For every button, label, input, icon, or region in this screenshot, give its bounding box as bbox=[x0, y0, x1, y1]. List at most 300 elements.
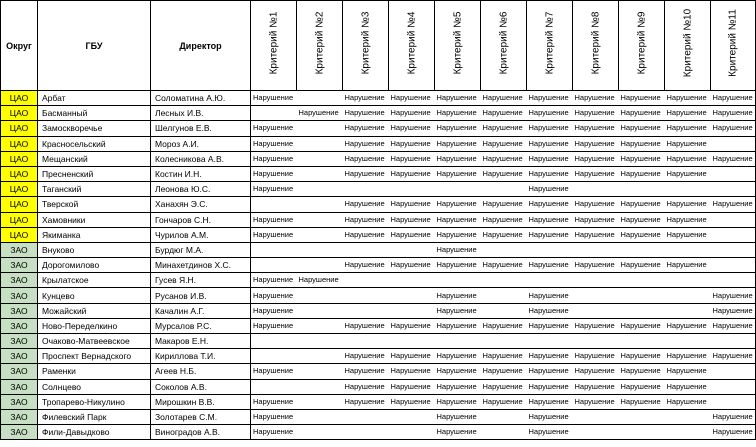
okrug-cell: ЦАО bbox=[1, 182, 38, 197]
gbu-cell: Тверской bbox=[38, 197, 151, 212]
criterion-cell bbox=[343, 334, 389, 349]
table-row bbox=[1, 409, 756, 424]
gbu-cell: Очаково-Матвеевское bbox=[38, 334, 151, 349]
criterion-cell: Нарушение bbox=[251, 166, 297, 181]
gbu-cell: Замоскворечье bbox=[38, 121, 151, 136]
criterion-cell bbox=[665, 425, 711, 440]
criterion-cell: Нарушение bbox=[573, 258, 619, 273]
criterion-cell: Нарушение bbox=[527, 364, 573, 379]
director-cell: Лесных И.В. bbox=[151, 106, 251, 121]
criterion-cell: Нарушение bbox=[481, 106, 527, 121]
header-criterion-label: Критерий №7 bbox=[544, 11, 555, 75]
gbu-cell: Басманный bbox=[38, 106, 151, 121]
criterion-cell: Нарушение bbox=[389, 91, 435, 106]
criterion-cell: Нарушение bbox=[481, 258, 527, 273]
criterion-cell bbox=[297, 212, 343, 227]
criterion-cell: Нарушение bbox=[343, 364, 389, 379]
table-row bbox=[1, 364, 756, 379]
gbu-cell: Таганский bbox=[38, 182, 151, 197]
criterion-cell: Нарушение bbox=[665, 364, 711, 379]
gbu-cell: Красносельский bbox=[38, 136, 151, 151]
criterion-cell: Нарушение bbox=[251, 273, 297, 288]
criterion-cell: Нарушение bbox=[435, 303, 481, 318]
director-cell: Ханахян Э.С. bbox=[151, 197, 251, 212]
okrug-cell: ЗАО bbox=[1, 349, 38, 364]
criterion-cell: Нарушение bbox=[573, 379, 619, 394]
criterion-cell bbox=[481, 288, 527, 303]
criterion-cell: Нарушение bbox=[619, 121, 665, 136]
criterion-cell: Нарушение bbox=[573, 394, 619, 409]
criterion-cell bbox=[251, 379, 297, 394]
criterion-cell: Нарушение bbox=[573, 212, 619, 227]
criterion-cell: Нарушение bbox=[573, 121, 619, 136]
criterion-cell bbox=[297, 364, 343, 379]
criterion-cell: Нарушение bbox=[619, 136, 665, 151]
criterion-cell bbox=[481, 425, 527, 440]
criterion-cell: Нарушение bbox=[711, 303, 756, 318]
criterion-cell: Нарушение bbox=[435, 318, 481, 333]
criterion-cell bbox=[665, 303, 711, 318]
criterion-cell bbox=[343, 409, 389, 424]
table-row bbox=[1, 273, 756, 288]
criterion-cell bbox=[251, 106, 297, 121]
criterion-cell bbox=[297, 182, 343, 197]
criterion-cell: Нарушение bbox=[389, 151, 435, 166]
criterion-cell bbox=[389, 334, 435, 349]
criterion-cell bbox=[711, 379, 756, 394]
criterion-cell: Нарушение bbox=[343, 166, 389, 181]
criterion-cell bbox=[297, 425, 343, 440]
criterion-cell bbox=[297, 258, 343, 273]
criterion-cell bbox=[481, 334, 527, 349]
criterion-cell bbox=[711, 258, 756, 273]
criterion-cell: Нарушение bbox=[665, 151, 711, 166]
okrug-cell: ЗАО bbox=[1, 334, 38, 349]
criterion-cell: Нарушение bbox=[435, 409, 481, 424]
criterion-cell: Нарушение bbox=[481, 394, 527, 409]
gbu-cell: Солнцево bbox=[38, 379, 151, 394]
director-cell: Мороз А.И. bbox=[151, 136, 251, 151]
criterion-cell: Нарушение bbox=[573, 136, 619, 151]
criterion-cell: Нарушение bbox=[481, 364, 527, 379]
okrug-cell: ЦАО bbox=[1, 121, 38, 136]
criterion-cell: Нарушение bbox=[389, 197, 435, 212]
criterion-cell bbox=[527, 273, 573, 288]
header-director: Директор bbox=[151, 1, 251, 91]
criterion-cell: Нарушение bbox=[481, 151, 527, 166]
criterion-cell: Нарушение bbox=[573, 197, 619, 212]
table-row bbox=[1, 303, 756, 318]
criterion-cell: Нарушение bbox=[619, 394, 665, 409]
header-criterion-5 bbox=[435, 1, 481, 91]
criterion-cell: Нарушение bbox=[527, 121, 573, 136]
criterion-cell: Нарушение bbox=[435, 394, 481, 409]
criterion-cell: Нарушение bbox=[711, 409, 756, 424]
criterion-cell: Нарушение bbox=[619, 212, 665, 227]
header-criterion-label: Критерий №1 bbox=[268, 11, 279, 75]
criterion-cell bbox=[297, 409, 343, 424]
criterion-cell bbox=[619, 242, 665, 257]
criterion-cell: Нарушение bbox=[343, 212, 389, 227]
director-cell: Гончаров С.Н. bbox=[151, 212, 251, 227]
criterion-cell: Нарушение bbox=[481, 212, 527, 227]
okrug-cell: ЗАО bbox=[1, 273, 38, 288]
criterion-cell: Нарушение bbox=[389, 258, 435, 273]
criterion-cell: Нарушение bbox=[619, 379, 665, 394]
criterion-cell: Нарушение bbox=[619, 364, 665, 379]
criterion-cell bbox=[389, 288, 435, 303]
criterion-cell bbox=[389, 273, 435, 288]
table-row bbox=[1, 227, 756, 242]
criterion-cell: Нарушение bbox=[573, 166, 619, 181]
criterion-cell: Нарушение bbox=[527, 409, 573, 424]
gbu-cell: Крылатское bbox=[38, 273, 151, 288]
criterion-cell: Нарушение bbox=[251, 425, 297, 440]
criterion-cell bbox=[481, 409, 527, 424]
criterion-cell: Нарушение bbox=[665, 394, 711, 409]
director-cell: Агеев Н.Б. bbox=[151, 364, 251, 379]
criterion-cell: Нарушение bbox=[527, 258, 573, 273]
criterion-cell: Нарушение bbox=[527, 318, 573, 333]
criterion-cell bbox=[619, 182, 665, 197]
table-row bbox=[1, 379, 756, 394]
header-criterion-label: Критерий №10 bbox=[682, 8, 693, 78]
criterion-cell: Нарушение bbox=[251, 318, 297, 333]
criterion-cell: Нарушение bbox=[665, 212, 711, 227]
criterion-cell bbox=[297, 334, 343, 349]
criterion-cell bbox=[711, 334, 756, 349]
gbu-cell: Ново-Переделкино bbox=[38, 318, 151, 333]
okrug-cell: ЦАО bbox=[1, 197, 38, 212]
criterion-cell: Нарушение bbox=[389, 121, 435, 136]
criterion-cell: Нарушение bbox=[435, 212, 481, 227]
criterion-cell: Нарушение bbox=[435, 349, 481, 364]
table-row bbox=[1, 258, 756, 273]
header-criterion-label: Критерий №8 bbox=[590, 11, 601, 75]
criterion-cell: Нарушение bbox=[481, 227, 527, 242]
criterion-cell: Нарушение bbox=[251, 151, 297, 166]
header-criterion-1 bbox=[251, 1, 297, 91]
criterion-cell: Нарушение bbox=[527, 182, 573, 197]
director-cell: Кириллова Т.И. bbox=[151, 349, 251, 364]
criterion-cell: Нарушение bbox=[435, 166, 481, 181]
criterion-cell: Нарушение bbox=[527, 227, 573, 242]
criterion-cell bbox=[481, 273, 527, 288]
criterion-cell: Нарушение bbox=[343, 91, 389, 106]
criterion-cell: Нарушение bbox=[389, 136, 435, 151]
criterion-cell: Нарушение bbox=[297, 273, 343, 288]
criterion-cell bbox=[573, 288, 619, 303]
criterion-cell bbox=[343, 242, 389, 257]
criterion-cell: Нарушение bbox=[527, 379, 573, 394]
header-criterion-10 bbox=[665, 1, 711, 91]
criterion-cell: Нарушение bbox=[481, 197, 527, 212]
table-header bbox=[1, 1, 756, 91]
criterion-cell: Нарушение bbox=[527, 288, 573, 303]
criterion-cell: Нарушение bbox=[343, 258, 389, 273]
table-row bbox=[1, 318, 756, 333]
gbu-cell: Можайский bbox=[38, 303, 151, 318]
criterion-cell: Нарушение bbox=[573, 349, 619, 364]
criterion-cell bbox=[527, 334, 573, 349]
criterion-cell bbox=[665, 288, 711, 303]
criterion-cell bbox=[297, 91, 343, 106]
criterion-cell: Нарушение bbox=[251, 182, 297, 197]
criterion-cell bbox=[297, 151, 343, 166]
criterion-cell bbox=[389, 303, 435, 318]
criterion-cell: Нарушение bbox=[435, 151, 481, 166]
table-row bbox=[1, 349, 756, 364]
criterion-cell: Нарушение bbox=[435, 288, 481, 303]
table-row bbox=[1, 425, 756, 440]
director-cell: Леонова Ю.С. bbox=[151, 182, 251, 197]
criterion-cell: Нарушение bbox=[297, 106, 343, 121]
okrug-cell: ЗАО bbox=[1, 364, 38, 379]
criterion-cell: Нарушение bbox=[251, 136, 297, 151]
criterion-cell bbox=[619, 288, 665, 303]
criterion-cell: Нарушение bbox=[435, 91, 481, 106]
header-gbu: ГБУ bbox=[38, 1, 151, 91]
criterion-cell bbox=[573, 409, 619, 424]
director-cell: Качалин А.Г. bbox=[151, 303, 251, 318]
criterion-cell bbox=[711, 273, 756, 288]
criterion-cell: Нарушение bbox=[573, 151, 619, 166]
criterion-cell: Нарушение bbox=[481, 166, 527, 181]
criterion-cell bbox=[251, 334, 297, 349]
criterion-cell bbox=[297, 303, 343, 318]
gbu-cell: Тропарево-Никулино bbox=[38, 394, 151, 409]
criterion-cell bbox=[527, 242, 573, 257]
director-cell: Колесникова А.В. bbox=[151, 151, 251, 166]
criterion-cell bbox=[619, 425, 665, 440]
gbu-cell: Проспект Вернадского bbox=[38, 349, 151, 364]
criterion-cell: Нарушение bbox=[251, 121, 297, 136]
header-criterion-label: Критерий №5 bbox=[452, 11, 463, 75]
criterion-cell bbox=[251, 258, 297, 273]
header-criterion-7 bbox=[527, 1, 573, 91]
criterion-cell: Нарушение bbox=[435, 121, 481, 136]
gbu-cell: Мещанский bbox=[38, 151, 151, 166]
criterion-cell bbox=[343, 303, 389, 318]
criterion-cell bbox=[297, 394, 343, 409]
criterion-cell: Нарушение bbox=[435, 425, 481, 440]
criterion-cell: Нарушение bbox=[527, 212, 573, 227]
gbu-cell: Внуково bbox=[38, 242, 151, 257]
criterion-cell: Нарушение bbox=[251, 227, 297, 242]
criterion-cell bbox=[619, 303, 665, 318]
criterion-cell: Нарушение bbox=[343, 151, 389, 166]
criterion-cell bbox=[297, 349, 343, 364]
table-row bbox=[1, 394, 756, 409]
criterion-cell bbox=[343, 425, 389, 440]
criterion-cell: Нарушение bbox=[527, 394, 573, 409]
header-criterion-8 bbox=[573, 1, 619, 91]
criterion-cell: Нарушение bbox=[343, 106, 389, 121]
criterion-cell: Нарушение bbox=[711, 106, 756, 121]
table-row bbox=[1, 166, 756, 181]
criterion-cell bbox=[297, 166, 343, 181]
director-cell: Виноградов А.В. bbox=[151, 425, 251, 440]
criterion-cell: Нарушение bbox=[389, 364, 435, 379]
table-row bbox=[1, 182, 756, 197]
gbu-cell: Якиманка bbox=[38, 227, 151, 242]
criterion-cell: Нарушение bbox=[619, 91, 665, 106]
director-cell: Бурдюг М.А. bbox=[151, 242, 251, 257]
criterion-cell: Нарушение bbox=[343, 379, 389, 394]
criterion-cell: Нарушение bbox=[619, 349, 665, 364]
criterion-cell: Нарушение bbox=[619, 166, 665, 181]
table-row bbox=[1, 288, 756, 303]
criterion-cell: Нарушение bbox=[573, 227, 619, 242]
criterion-cell: Нарушение bbox=[389, 166, 435, 181]
criterion-cell bbox=[389, 242, 435, 257]
table-row bbox=[1, 136, 756, 151]
criterion-cell bbox=[665, 182, 711, 197]
criterion-cell bbox=[665, 334, 711, 349]
criterion-cell: Нарушение bbox=[343, 227, 389, 242]
criterion-cell: Нарушение bbox=[619, 318, 665, 333]
criterion-cell: Нарушение bbox=[435, 242, 481, 257]
criterion-cell bbox=[573, 273, 619, 288]
criterion-cell: Нарушение bbox=[481, 318, 527, 333]
criterion-cell: Нарушение bbox=[435, 136, 481, 151]
director-cell: Гусев Я.Н. bbox=[151, 273, 251, 288]
criterion-cell: Нарушение bbox=[573, 106, 619, 121]
criterion-cell bbox=[573, 425, 619, 440]
criterion-cell: Нарушение bbox=[481, 349, 527, 364]
criterion-cell bbox=[481, 182, 527, 197]
table-row bbox=[1, 212, 756, 227]
criterion-cell: Нарушение bbox=[435, 379, 481, 394]
criterion-cell: Нарушение bbox=[711, 425, 756, 440]
header-criterion-3 bbox=[343, 1, 389, 91]
table-body bbox=[1, 91, 756, 440]
okrug-cell: ЗАО bbox=[1, 379, 38, 394]
gbu-cell: Дорогомилово bbox=[38, 258, 151, 273]
criterion-cell bbox=[619, 273, 665, 288]
criterion-cell: Нарушение bbox=[481, 136, 527, 151]
criterion-cell bbox=[481, 242, 527, 257]
table-row bbox=[1, 151, 756, 166]
criterion-cell bbox=[573, 334, 619, 349]
criterion-cell: Нарушение bbox=[435, 227, 481, 242]
criterion-cell: Нарушение bbox=[343, 121, 389, 136]
gbu-cell: Кунцево bbox=[38, 288, 151, 303]
criterion-cell bbox=[297, 121, 343, 136]
criterion-cell: Нарушение bbox=[435, 106, 481, 121]
criterion-cell bbox=[573, 303, 619, 318]
criterion-cell: Нарушение bbox=[251, 409, 297, 424]
director-cell: Соколов А.В. bbox=[151, 379, 251, 394]
criterion-cell bbox=[711, 166, 756, 181]
criterion-cell: Нарушение bbox=[619, 227, 665, 242]
okrug-cell: ЦАО bbox=[1, 166, 38, 181]
header-criterion-label: Критерий №4 bbox=[406, 11, 417, 75]
gbu-cell: Филевский Парк bbox=[38, 409, 151, 424]
okrug-cell: ЗАО bbox=[1, 425, 38, 440]
okrug-cell: ЗАО bbox=[1, 394, 38, 409]
director-cell: Мурсалов Р.С. bbox=[151, 318, 251, 333]
okrug-cell: ЗАО bbox=[1, 288, 38, 303]
criterion-cell bbox=[297, 379, 343, 394]
okrug-cell: ЗАО bbox=[1, 409, 38, 424]
criterion-cell bbox=[481, 303, 527, 318]
header-criterion-label: Критерий №2 bbox=[314, 11, 325, 75]
criterion-cell bbox=[711, 182, 756, 197]
criterion-cell: Нарушение bbox=[665, 91, 711, 106]
criterion-cell bbox=[711, 227, 756, 242]
criterion-cell bbox=[619, 409, 665, 424]
criterion-cell: Нарушение bbox=[435, 258, 481, 273]
criterion-cell bbox=[711, 364, 756, 379]
director-cell: Шелгунов Е.В. bbox=[151, 121, 251, 136]
criterion-cell: Нарушение bbox=[343, 349, 389, 364]
criterion-cell bbox=[297, 288, 343, 303]
criterion-cell bbox=[251, 197, 297, 212]
criterion-cell: Нарушение bbox=[619, 151, 665, 166]
criterion-cell: Нарушение bbox=[527, 166, 573, 181]
header-criterion-4 bbox=[389, 1, 435, 91]
okrug-cell: ЦАО bbox=[1, 106, 38, 121]
okrug-cell: ЗАО bbox=[1, 242, 38, 257]
criterion-cell bbox=[389, 425, 435, 440]
criterion-cell bbox=[619, 334, 665, 349]
criterion-cell bbox=[389, 182, 435, 197]
criterion-cell bbox=[297, 242, 343, 257]
criterion-cell: Нарушение bbox=[251, 212, 297, 227]
criterion-cell: Нарушение bbox=[527, 425, 573, 440]
criterion-cell: Нарушение bbox=[435, 364, 481, 379]
criterion-cell bbox=[711, 242, 756, 257]
criterion-cell bbox=[297, 227, 343, 242]
director-cell: Чурилов А.М. bbox=[151, 227, 251, 242]
criterion-cell: Нарушение bbox=[711, 288, 756, 303]
criterion-cell: Нарушение bbox=[711, 197, 756, 212]
criterion-cell bbox=[297, 318, 343, 333]
director-cell: Золотарев С.М. bbox=[151, 409, 251, 424]
criterion-cell: Нарушение bbox=[619, 197, 665, 212]
director-cell: Русанов И.В. bbox=[151, 288, 251, 303]
criterion-cell bbox=[711, 136, 756, 151]
table-row bbox=[1, 121, 756, 136]
header-criterion-label: Критерий №11 bbox=[727, 9, 739, 77]
criterion-cell: Нарушение bbox=[343, 136, 389, 151]
criterion-cell: Нарушение bbox=[251, 394, 297, 409]
okrug-cell: ЗАО bbox=[1, 258, 38, 273]
criterion-cell: Нарушение bbox=[619, 258, 665, 273]
criterion-cell: Нарушение bbox=[527, 136, 573, 151]
criterion-cell: Нарушение bbox=[481, 121, 527, 136]
criterion-cell: Нарушение bbox=[665, 121, 711, 136]
criterion-cell: Нарушение bbox=[665, 349, 711, 364]
criterion-cell: Нарушение bbox=[389, 394, 435, 409]
header-criterion-9 bbox=[619, 1, 665, 91]
criterion-cell: Нарушение bbox=[665, 258, 711, 273]
criterion-cell: Нарушение bbox=[481, 91, 527, 106]
criterion-cell: Нарушение bbox=[665, 318, 711, 333]
criterion-cell bbox=[711, 212, 756, 227]
criterion-cell: Нарушение bbox=[573, 318, 619, 333]
criterion-cell bbox=[251, 242, 297, 257]
criterion-cell: Нарушение bbox=[665, 166, 711, 181]
header-criterion-label: Критерий №6 bbox=[498, 11, 509, 75]
table-row bbox=[1, 334, 756, 349]
criterion-cell: Нарушение bbox=[527, 151, 573, 166]
criterion-cell bbox=[435, 273, 481, 288]
criterion-cell: Нарушение bbox=[389, 379, 435, 394]
criterion-cell: Нарушение bbox=[665, 379, 711, 394]
criterion-cell: Нарушение bbox=[573, 364, 619, 379]
